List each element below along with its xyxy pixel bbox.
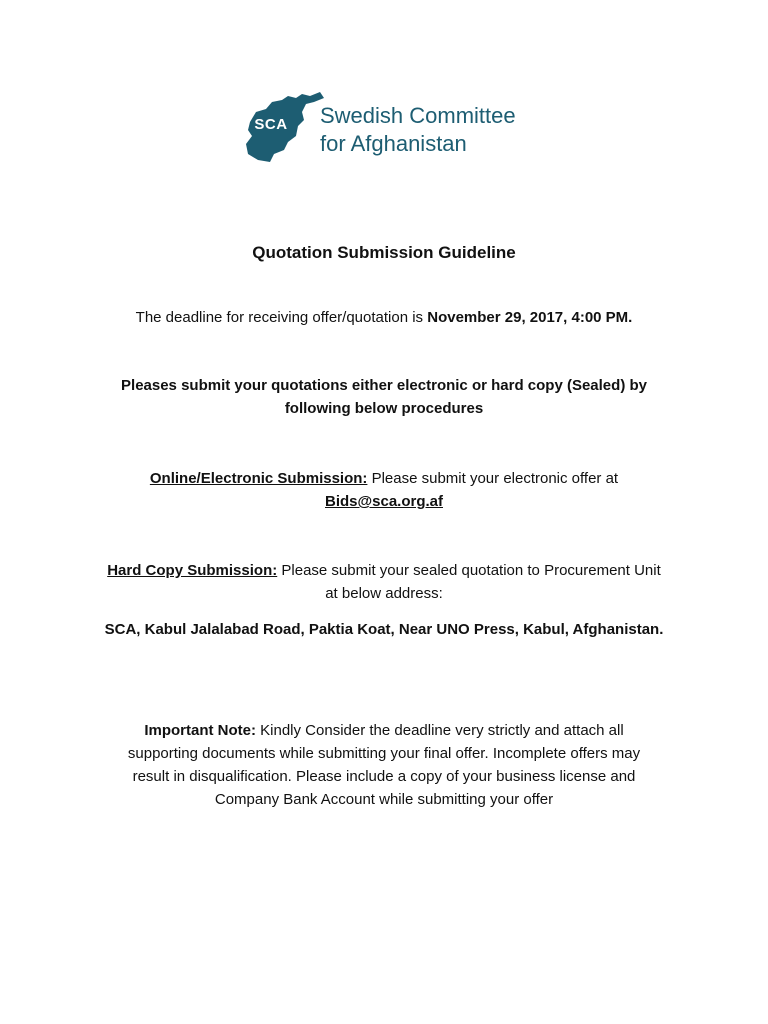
hardcopy-submission-text: Please submit your sealed quotation to Procurement Unit (277, 562, 661, 579)
important-note-line-2: supporting documents while submitting your final offer. Incomplete offers may (127, 745, 641, 762)
deadline-date: November 29, 2017, 4:00 PM. (427, 309, 633, 326)
important-note-line-3: result in disqualification. Please include a copy of your business license and (132, 768, 636, 785)
important-note-line-1: Kindly Consider the deadline very strictly and attach all (255, 722, 624, 739)
logo-name-line-2: for Afghanistan (320, 131, 467, 156)
sca-logo (244, 92, 534, 164)
important-note-paragraph (60, 719, 708, 811)
logo-name-line-1: Swedish Committee (320, 103, 516, 128)
important-note-label: Important Note: (144, 722, 256, 739)
page-title: Quotation Submission Guideline (252, 243, 516, 262)
hardcopy-submission-paragraph (60, 559, 708, 605)
logo-abbreviation: SCA (254, 116, 288, 133)
instruction-line-1: Pleases submit your quotations either electronic or hard copy (Sealed) by (121, 377, 647, 394)
deadline-prefix: The deadline for receiving offer/quotation is (135, 309, 428, 326)
instruction-paragraph (60, 374, 708, 420)
instruction-line-2: following below procedures (284, 400, 484, 417)
deadline-paragraph (60, 306, 708, 329)
address: SCA, Kabul Jalalabad Road, Paktia Koat, Near UNO Press, Kabul, Afghanistan. (104, 621, 664, 638)
online-submission-text: Please submit your electronic offer at (367, 470, 619, 487)
afghanistan-map-icon (244, 92, 326, 162)
email-link[interactable]: Bids@sca.org.af (325, 493, 443, 510)
online-submission-label: Online/Electronic Submission: (149, 470, 368, 487)
hardcopy-submission-label: Hard Copy Submission: (107, 562, 278, 579)
logo-name (320, 102, 516, 158)
hardcopy-line-2: at below address: (325, 585, 443, 602)
online-submission-paragraph (60, 467, 708, 513)
important-note-line-4: Company Bank Account while submitting your offer (214, 791, 554, 808)
